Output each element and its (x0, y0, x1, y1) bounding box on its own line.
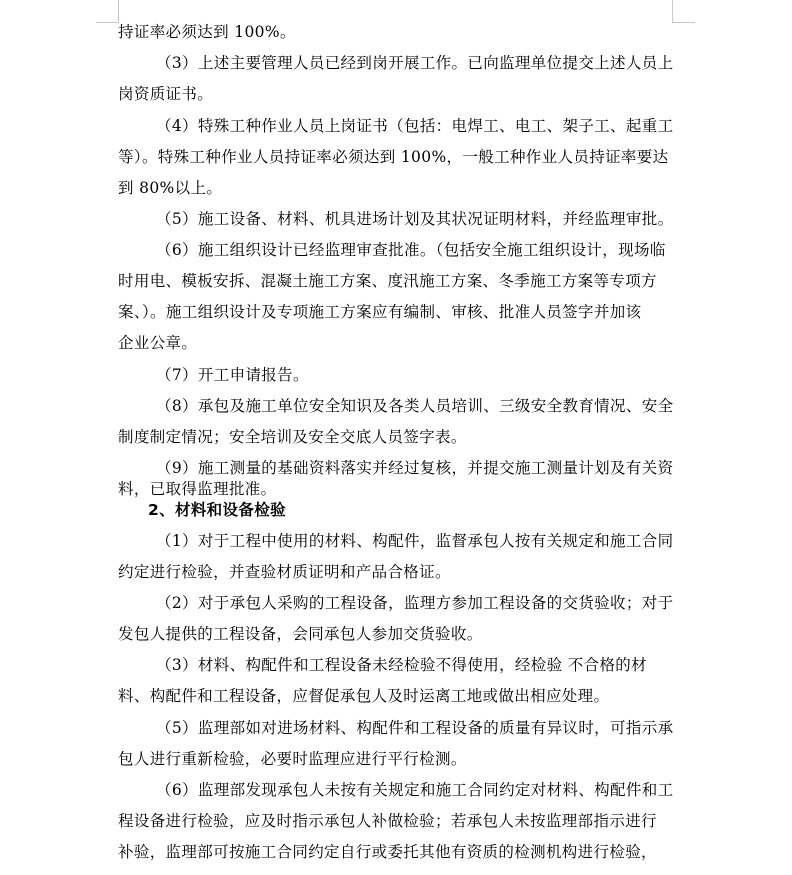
text-line: 料、构配件和工程设备，应督促承包人及时运离工地或做出相应处理。 (118, 687, 610, 705)
text-line: 约定进行检验，并查验材质证明和产品合格证。 (118, 563, 451, 581)
text-line: 岗资质证书。 (118, 85, 214, 103)
text-line: （6）施工组织设计已经监理审查批准。（包括安全施工组织设计，现场临 (156, 241, 666, 259)
text-line: 持证率必须达到 100%。 (118, 23, 296, 41)
text-line: 时用电、模板安拆、混凝土施工方案、度汛施工方案、冬季施工方案等专项方 (118, 272, 657, 290)
text-line: 包人进行重新检验，必要时监理应进行平行检测。 (118, 750, 467, 768)
text-line: （2）对于承包人采购的工程设备，监理方参加工程设备的交货验收；对于 (156, 594, 674, 612)
text-line: （4）特殊工种作业人员上岗证书（包括：电焊工、电工、架子工、起重工 (156, 117, 674, 135)
text-line: （3）上述主要管理人员已经到岗开展工作。已向监理单位提交上述人员上 (156, 54, 674, 72)
text-line: 补验，监理部可按施工合同约定自行或委托其他有资质的检测机构进行检验， (118, 843, 657, 861)
text-line: 发包人提供的工程设备，会同承包人参加交货验收。 (118, 625, 483, 643)
section-heading: 2、材料和设备检验 (148, 501, 286, 519)
text-line: 制度制定情况；安全培训及安全交底人员签字表。 (118, 428, 467, 446)
text-line: 料，已取得监理批准。 (118, 480, 277, 498)
text-line: （3）材料、构配件和工程设备未经检验不得使用，经检验 不合格的材 (156, 656, 647, 674)
text-line: （8）承包及施工单位安全知识及各类人员培训、三级安全教育情况、安全 (156, 397, 674, 415)
text-line: 程设备进行检验，应及时指示承包人补做检验；若承包人未按监理部指示进行 (118, 812, 657, 830)
text-line: （7）开工申请报告。 (156, 366, 309, 384)
text-line: 到 80%以上。 (118, 179, 223, 197)
text-line: （9）施工测量的基础资料落实并经过复核，并提交施工测量计划及有关资 (156, 459, 674, 477)
text-line: 案、）。施工组织设计及专项施工方案应有编制、审核、批准人员签字并加该 (118, 303, 642, 321)
text-line: （1）对于工程中使用的材料、构配件，监督承包人按有关规定和施工合同 (156, 532, 674, 550)
text-line: 等）。特殊工种作业人员持证率必须达到 100%，一般工种作业人员持证率要达 (118, 148, 669, 166)
text-line: （5）监理部如对进场材料、构配件和工程设备的质量有异议时，可指示承 (156, 719, 674, 737)
text-line: （6）监理部发现承包人未按有关规定和施工合同约定对材料、构配件和工 (156, 781, 674, 799)
text-line: （5）施工设备、材料、机具进场计划及其状况证明材料，并经监理审批。 (156, 210, 674, 228)
text-line: 企业公章。 (118, 334, 198, 352)
